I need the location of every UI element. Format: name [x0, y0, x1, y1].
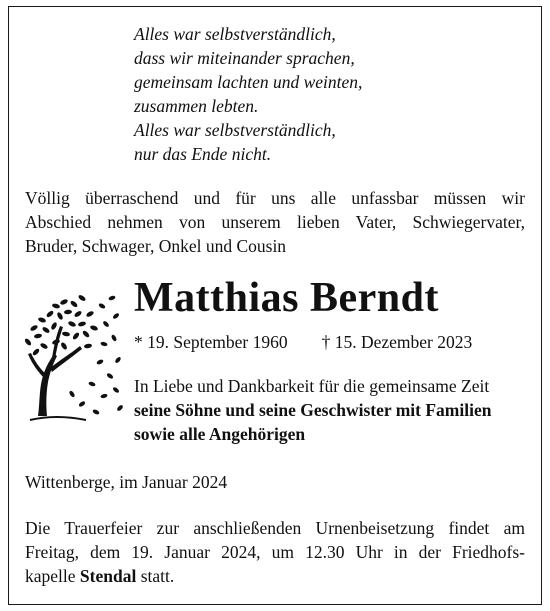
funeral-service-notice	[25, 516, 525, 588]
poem-line: Alles war selbstverständlich,	[134, 24, 336, 44]
mourners-relatives: sowie alle Angehörigen	[134, 424, 306, 444]
intro-line: Bruder, Schwager, Onkel und Cousin	[25, 236, 287, 256]
place-and-date: Wittenberge, im Januar 2024	[25, 472, 228, 492]
service-location: Stendal	[79, 566, 137, 586]
service-line3-suffix: statt.	[140, 566, 175, 586]
poem-line: dass wir miteinander sprachen,	[134, 48, 355, 68]
poem-line: gemeinsam lachten und weinten,	[134, 72, 363, 92]
life-dates	[134, 330, 472, 354]
intro-line: Völlig überraschend und für uns alle unfassbar müssen wir	[25, 188, 525, 208]
poem	[134, 22, 362, 166]
poem-line: nur das Ende nicht.	[134, 144, 272, 164]
birth-date: * 19. September 1960	[134, 332, 288, 352]
deceased-name: Matthias Berndt	[134, 275, 439, 321]
poem-line: Alles war selbstverständlich,	[134, 120, 336, 140]
poem-line: zusammen lebten.	[134, 96, 259, 116]
service-line3-prefix: kapelle	[25, 566, 76, 586]
service-line: Freitag, dem 19. Januar 2024, um 12.30 Uhr in der Friedhofs-	[25, 542, 525, 562]
mourners-line: In Liebe und Dankbarkeit für die gemeinsame Zeit	[134, 376, 490, 396]
mourners-block	[134, 374, 524, 446]
mourners-family: seine Söhne und seine Geschwister mit Familien	[134, 400, 492, 420]
service-line	[25, 564, 525, 588]
intro-paragraph	[25, 186, 525, 258]
intro-line: Abschied nehmen von unserem lieben Vater, Schwiegervater,	[25, 212, 525, 232]
tree-with-falling-leaves-icon	[16, 284, 128, 432]
service-line: Die Trauerfeier zur anschließenden Urnenbeisetzung findet am	[25, 518, 525, 538]
death-date: † 15. Dezember 2023	[321, 332, 473, 352]
